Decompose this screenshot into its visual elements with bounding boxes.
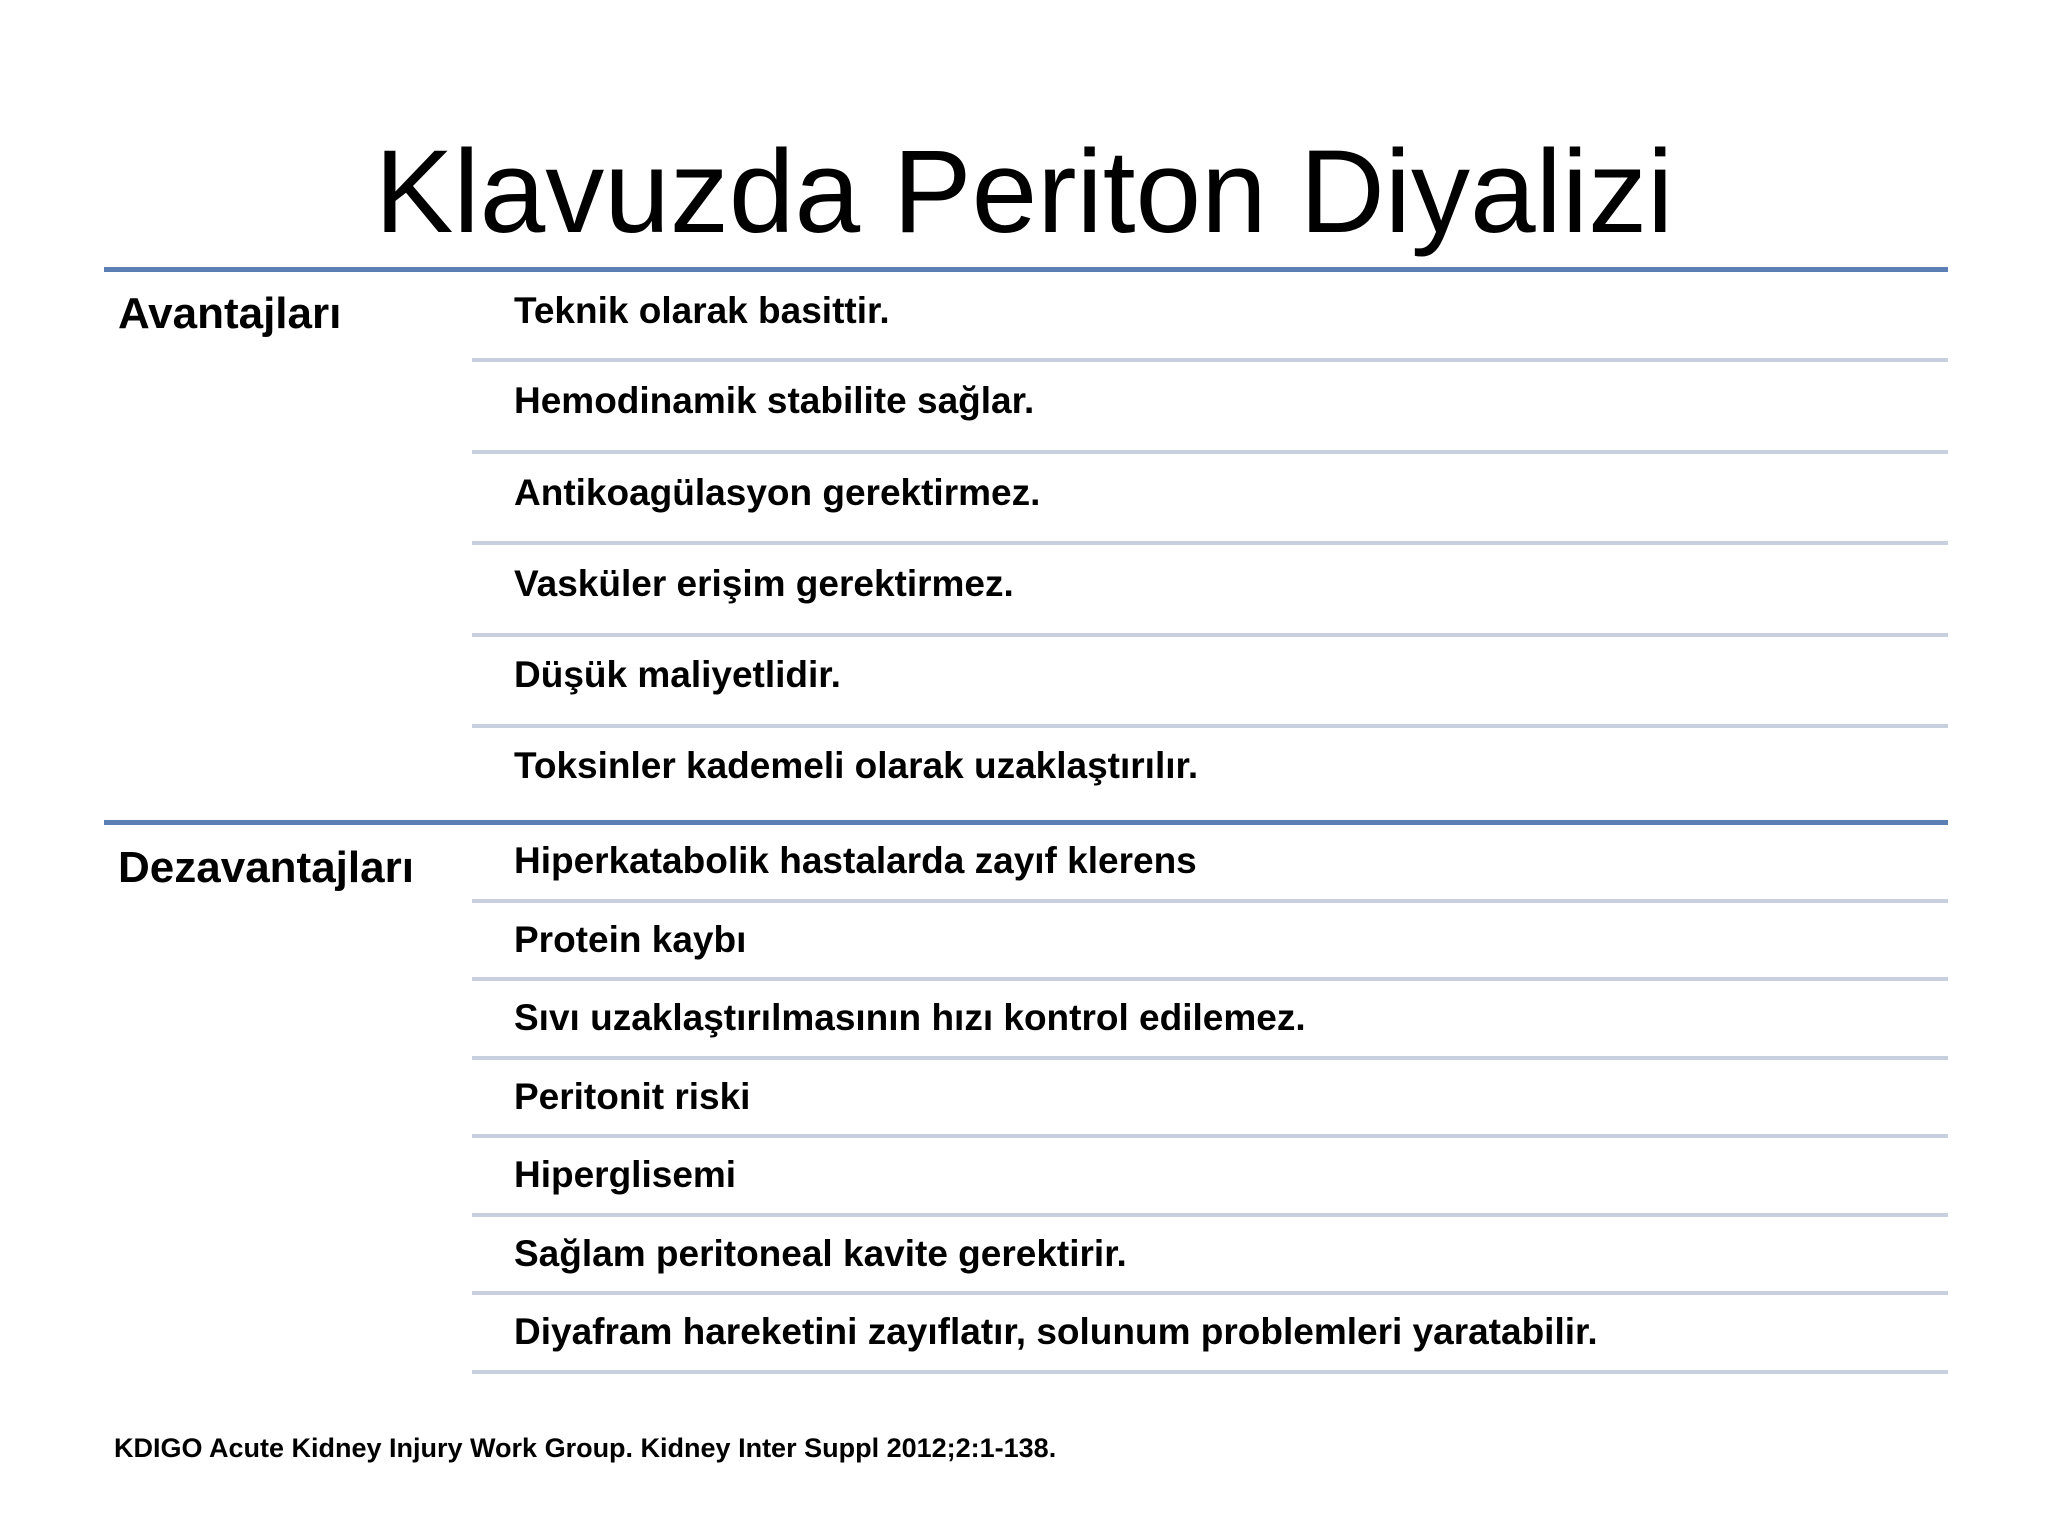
- disadvantage-item: Hiperglisemi: [514, 1154, 737, 1195]
- disadvantage-item: Sıvı uzaklaştırılmasının hızı kontrol edilemez.: [514, 997, 1306, 1038]
- section-divider-middle: [104, 820, 1948, 825]
- disadvantage-item: Hiperkatabolik hastalarda zayıf klerens: [514, 840, 1197, 881]
- disadvantage-item: Peritonit riski: [514, 1076, 751, 1117]
- row-divider: [472, 1370, 1948, 1374]
- disadvantage-item: Sağlam peritoneal kavite gerektirir.: [514, 1233, 1127, 1274]
- row-divider: [472, 450, 1948, 454]
- advantage-item: Düşük maliyetlidir.: [514, 654, 841, 695]
- disadvantage-item: Protein kaybı: [514, 919, 747, 960]
- section-divider-top: [104, 267, 1948, 272]
- row-divider: [472, 977, 1948, 981]
- advantage-item: Toksinler kademeli olarak uzaklaştırılır.: [514, 745, 1199, 786]
- row-divider: [472, 1056, 1948, 1060]
- row-divider: [472, 1291, 1948, 1295]
- row-divider: [472, 899, 1948, 903]
- row-divider: [472, 358, 1948, 362]
- citation: KDIGO Acute Kidney Injury Work Group. Kidney Inter Suppl 2012;2:1-138.: [114, 1433, 1057, 1463]
- advantage-item: Vasküler erişim gerektirmez.: [514, 563, 1014, 604]
- disadvantages-label: Dezavantajları: [118, 843, 414, 892]
- page-title: Klavuzda Periton Diyalizi: [374, 126, 1674, 258]
- disadvantage-item: Diyafram hareketini zayıflatır, solunum problemleri yaratabilir.: [514, 1311, 1598, 1352]
- row-divider: [472, 724, 1948, 728]
- advantages-label: Avantajları: [118, 289, 342, 338]
- row-divider: [472, 1134, 1948, 1138]
- row-divider: [472, 541, 1948, 545]
- advantage-item: Hemodinamik stabilite sağlar.: [514, 380, 1035, 421]
- advantage-item: Teknik olarak basittir.: [514, 290, 890, 331]
- row-divider: [472, 1213, 1948, 1217]
- row-divider: [472, 633, 1948, 637]
- advantage-item: Antikoagülasyon gerektirmez.: [514, 472, 1041, 513]
